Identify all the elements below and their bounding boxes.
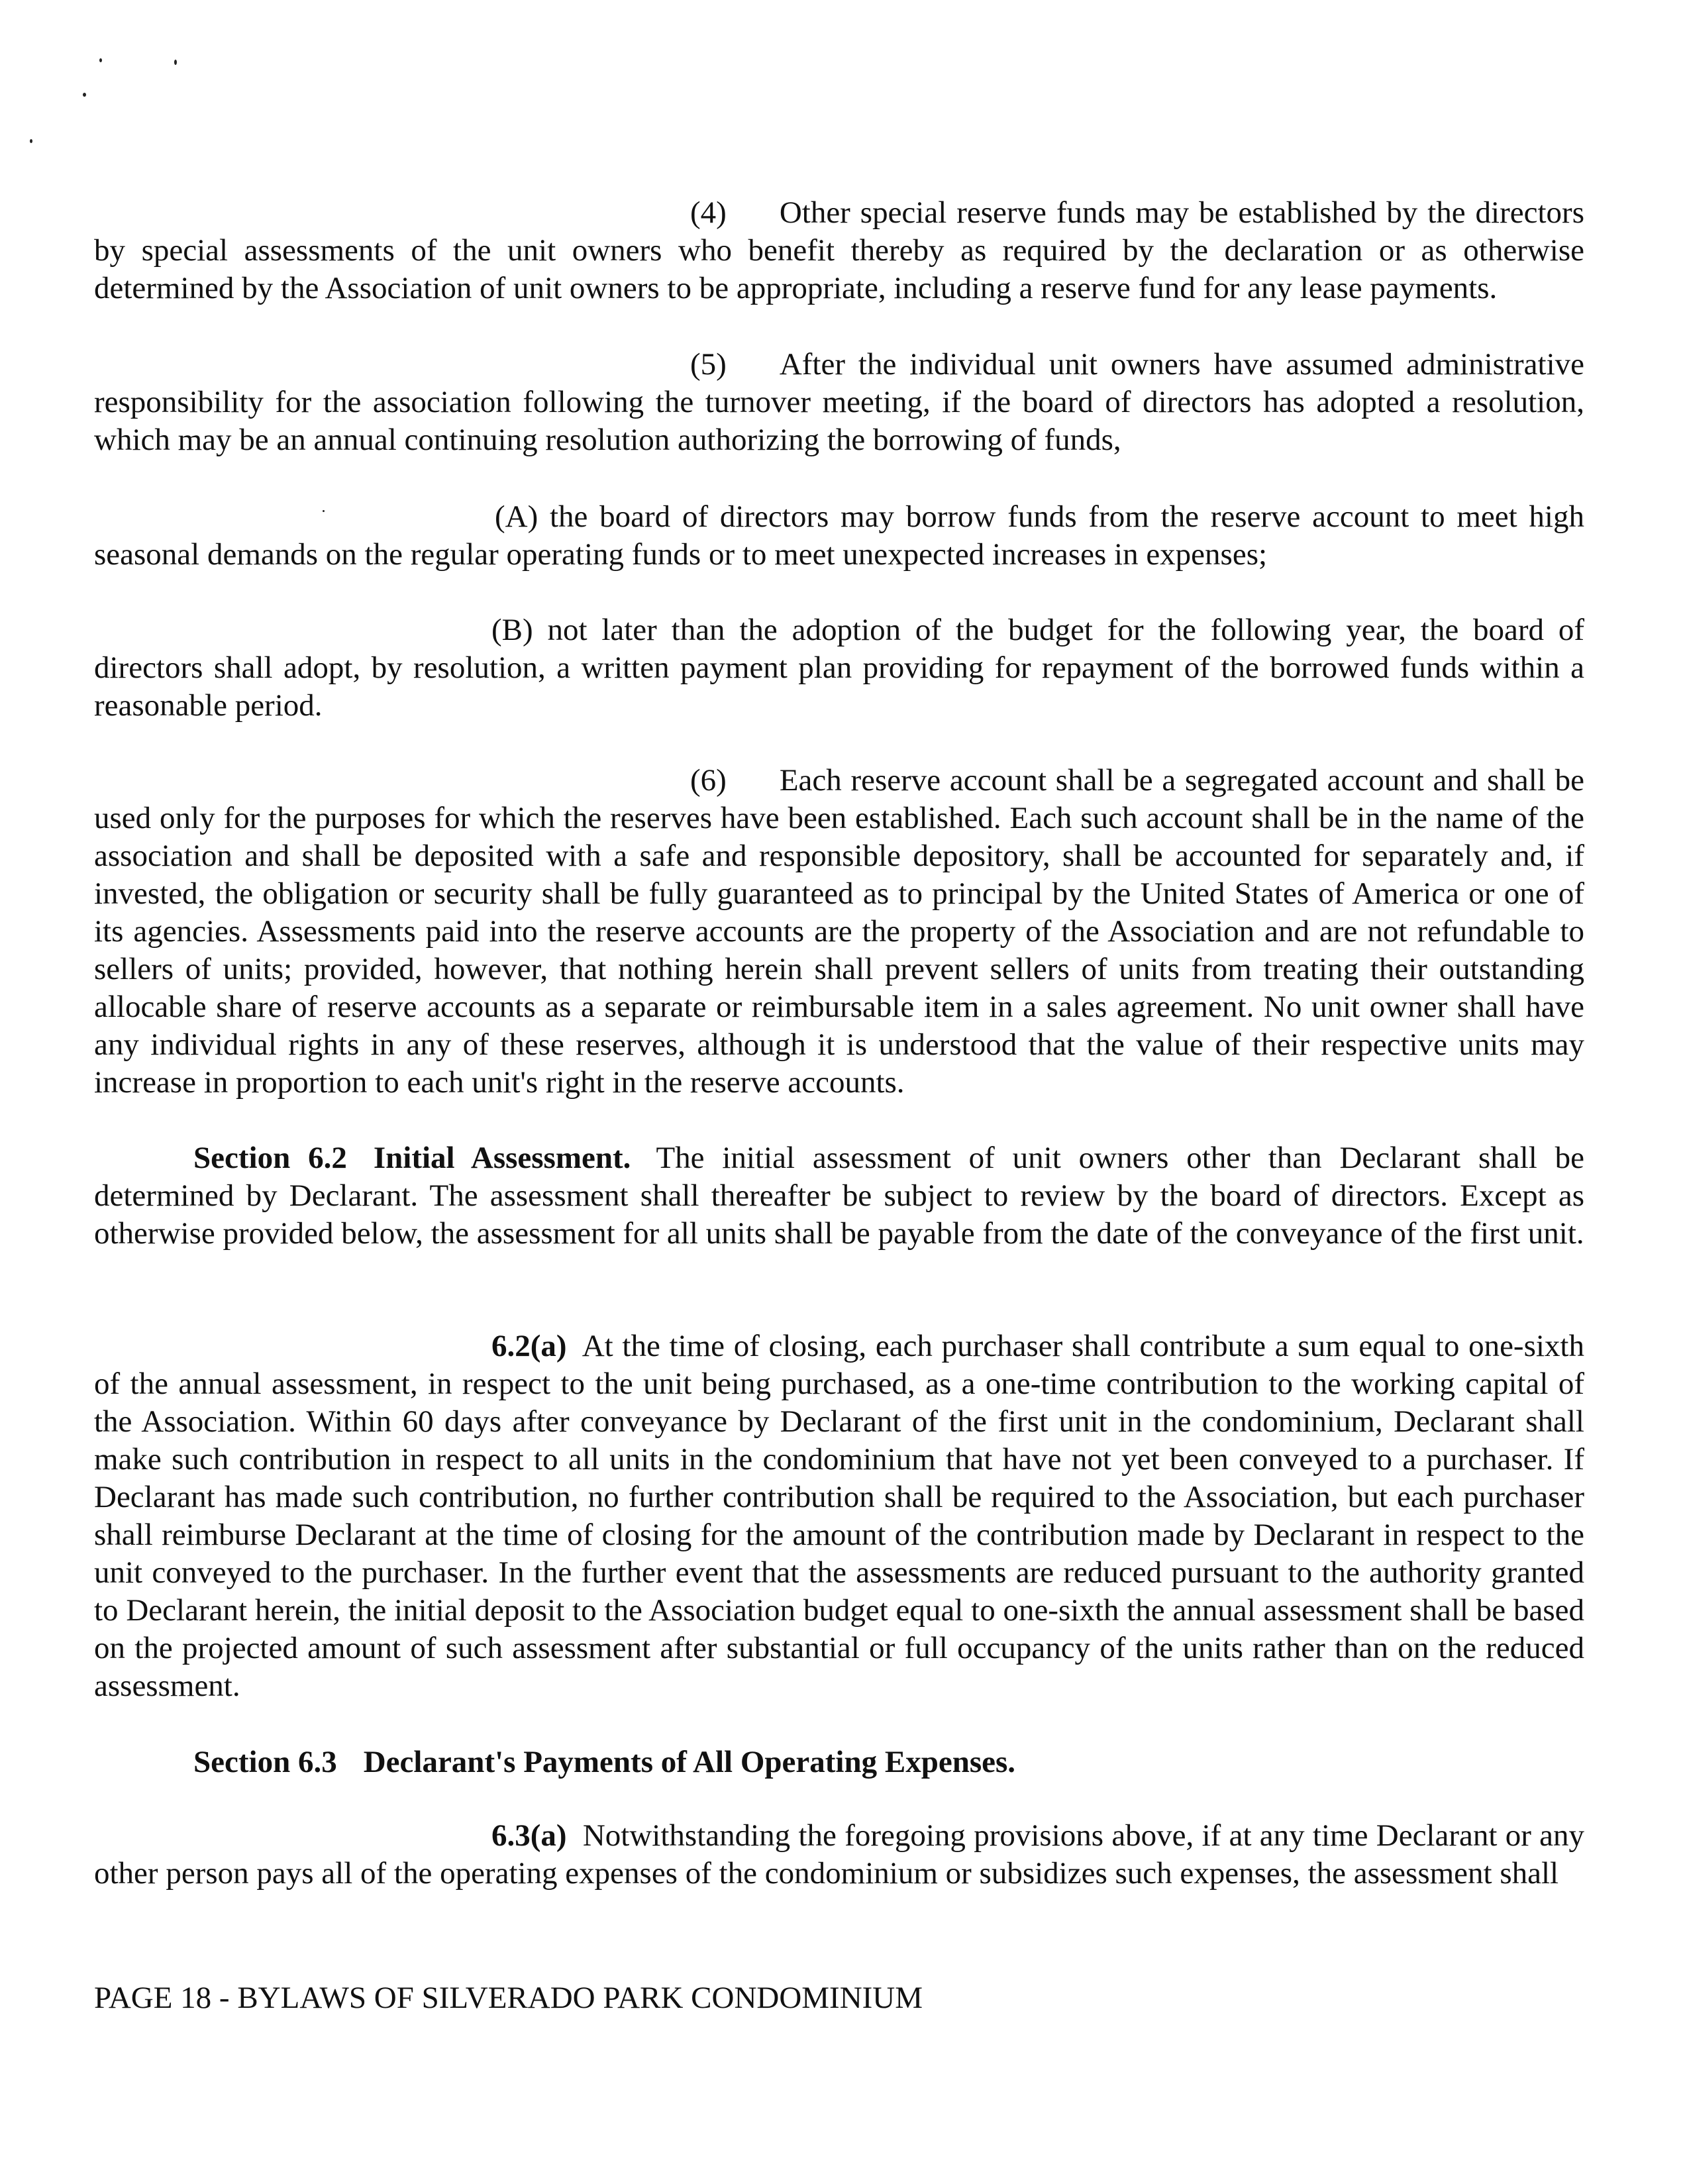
paragraph-4	[94, 194, 1584, 307]
subsection-text: At the time of closing, each purchaser shall contribute a sum equal to one-sixth of the annual assessment, in respect to the unit being purchased, as a one-time contribution to the working capital of the Association. Within 60 days after conveyance by Declarant of the first unit in the condominium, Declarant shall make such contribution in respect to all units in the condominium that have not yet been conveyed to a purchaser. If Declarant has made such contribution, no further contribution shall be required to the Association, but each purchaser shall reimburse Declarant at the time of closing for the amount of the contribution made by Declarant in respect to the unit conveyed to the purchaser. In the further event that the assessments are reduced pursuant to the authority granted to Declarant herein, the initial deposit to the Association budget equal to one-sixth the annual assessment shall be based on the projected amount of such assessment after substantial or full occupancy of the units rather than on the reduced assessment.	[94, 1329, 1584, 1703]
paragraph-number: (6)	[690, 763, 727, 798]
paragraph-6	[94, 762, 1584, 1102]
section-title: Declarant's Payments of All Operating Expenses.	[363, 1745, 1016, 1779]
section-number: Section 6.3	[193, 1745, 337, 1779]
subsection-number: 6.2(a)	[491, 1329, 567, 1363]
page-footer: PAGE 18 - BYLAWS OF SILVERADO PARK CONDOMINIUM	[94, 1981, 923, 2015]
paragraph-5	[94, 346, 1584, 459]
scan-speck	[174, 60, 177, 65]
subsection-number: 6.3(a)	[491, 1818, 567, 1853]
section-text: The initial assessment of unit owners other than Declarant shall be determined by Declarant. The assessment shall thereafter be subject to review by the board of directors. Except as otherwise provided below, the assessment for all units shall be payable from the date of the conveyance of the first unit.	[94, 1141, 1585, 1251]
paragraph-text: Each reserve account shall be a segregated account and shall be used only for the purposes for which the reserves have been established. Each such account shall be in the name of the association and shall be deposited with a safe and responsible depository, shall be accounted for separately and, if invested, the obligation or security shall be fully guaranteed as to principal by the United States of America or one of its agencies. Assessments paid into the reserve accounts are the property of the Association and are not refundable to sellers of units; provided, however, that nothing herein shall prevent sellers of units from treating their outstanding allocable share of reserve accounts as a separate or reimbursable item in a sales agreement. No unit owner shall have any individual rights in any of these reserves, although it is understood that the value of their respective units may increase in proportion to each unit's right in the reserve accounts.	[94, 763, 1584, 1100]
subparagraph-text: (A) the board of directors may borrow funds from the reserve account to meet high seasonal demands on the regular operating funds or to meet unexpected increases in expenses;	[94, 499, 1584, 572]
subsection-text: Notwithstanding the foregoing provisions above, if at any time Declarant or any other person pays all of the operating expenses of the condominium or subsidizes such expenses, the assessment shall	[94, 1818, 1585, 1891]
scan-speck	[83, 93, 86, 97]
subparagraph-a	[94, 498, 1584, 574]
section-6-2	[94, 1139, 1584, 1253]
paragraph-number: (5)	[690, 347, 727, 382]
section-6-2-a	[94, 1327, 1584, 1705]
section-6-3-a	[94, 1817, 1584, 1893]
paragraph-text: Other special reserve funds may be established by the directors by special assessments of the unit owners who benefit thereby as required by the declaration or as otherwise determined by the Association of unit owners to be appropriate, including a reserve fund for any lease payments.	[94, 195, 1584, 305]
section-6-3-heading	[193, 1743, 1015, 1781]
subparagraph-text: (B) not later than the adoption of the budget for the following year, the board of directors shall adopt, by resolution, a written payment plan providing for repayment of the borrowed funds within a reasonable period.	[94, 613, 1584, 723]
scan-speck	[99, 58, 102, 62]
section-title: Initial Assessment.	[373, 1141, 631, 1175]
paragraph-text: After the individual unit owners have assumed administrative responsibility for the association following the turnover meeting, if the board of directors has adopted a resolution, which may be an annual continuing resolution authorizing the borrowing of funds,	[94, 347, 1584, 457]
subparagraph-b	[94, 611, 1584, 725]
paragraph-number: (4)	[690, 195, 727, 230]
scan-speck	[30, 139, 32, 143]
section-number: Section 6.2	[193, 1141, 347, 1175]
